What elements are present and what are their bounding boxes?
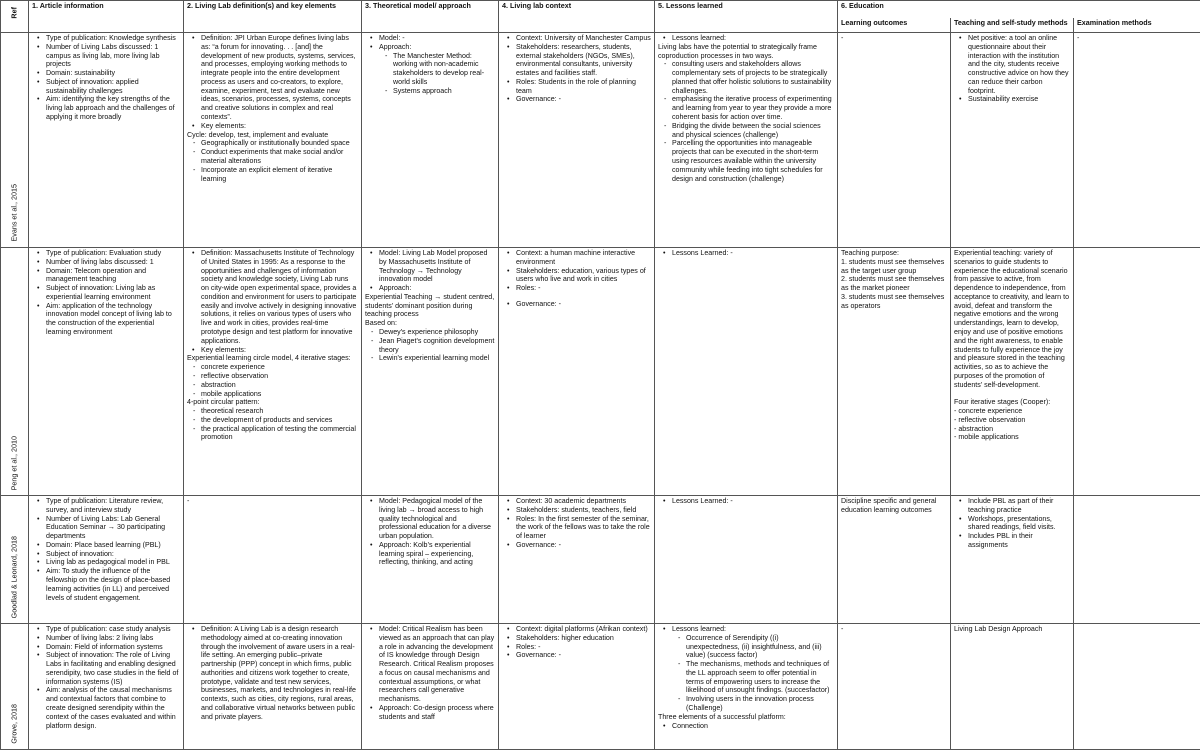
lessons-cell: [655, 496, 838, 624]
article-info-cell: [29, 33, 184, 248]
ref-label: Evans et al., 2015: [10, 184, 19, 242]
examination-cell: -: [1074, 33, 1200, 248]
ref-label: Goodlad & Leonard, 2018: [10, 536, 19, 618]
examination-cell: [1074, 624, 1200, 750]
list-item: • Aim: To study the influence of the fellowship on the design of place-based learning activities (in LL) and perceived levels of student engagement.: [46, 567, 180, 602]
list-item: • Key elements:: [201, 346, 358, 355]
list-item: • Type of publication: Literature review, survey, and interview study: [46, 497, 180, 515]
ref-cell: [1, 248, 29, 496]
teaching-methods-cell: [951, 496, 1074, 624]
lessons-cell: [655, 248, 838, 496]
list-item: • Stakeholders: researchers, students, external stakeholders (NGOs, SMEs), environmental consultants, university estates and facilities staff.: [516, 43, 651, 78]
context-cell: [499, 33, 655, 248]
list-item: • Governance: -: [516, 95, 651, 104]
definition-cell: [184, 624, 362, 750]
list-item: - emphasising the iterative process of experimenting and learning from year to year they provide a more coherent basis for action over time.: [672, 95, 834, 121]
list-item: - concrete experience: [201, 363, 358, 372]
ref-cell: [1, 624, 29, 750]
list-item: • Governance: -: [516, 300, 651, 309]
model-cell: [362, 624, 499, 750]
list-item: • Type of publication: case study analysis: [46, 625, 180, 634]
list-item: - Bridging the divide between the social sciences and physical sciences (challenge): [672, 122, 834, 140]
list-item: • Context: a human machine interactive environment: [516, 249, 651, 267]
list-item: - consulting users and stakeholders allows complementary sets of projects to be strategically planned that offer holistic solutions to sustainability challenges.: [672, 60, 834, 95]
ref-cell: [1, 33, 29, 248]
list-item: - abstraction: [201, 381, 358, 390]
list-item: • Model: -: [379, 34, 495, 43]
list-item: • Approach:: [379, 284, 495, 293]
list-item: • Lessons Learned: -: [672, 249, 834, 258]
list-item: - Jean Piaget's cognition development theory: [379, 337, 495, 355]
list-item: • Stakeholders: students, teachers, field: [516, 506, 651, 515]
list-item: • Lessons Learned: -: [672, 497, 834, 506]
examination-cell: [1074, 496, 1200, 624]
header-theoretical-model: 3. Theoretical model/ approach: [362, 1, 499, 33]
list-item: • Number of living labs discussed: 1: [46, 258, 180, 267]
list-item: • Stakeholders: higher education: [516, 634, 651, 643]
article-info-cell: [29, 248, 184, 496]
cell-text: Living labs have the potential to strategically frame coproduction processes in two ways.: [658, 43, 834, 61]
list-item: • Domain: Telecom operation and management teaching: [46, 267, 180, 285]
article-info-cell: [29, 496, 184, 624]
list-item: - Geographically or institutionally bounded space: [201, 139, 358, 148]
list-item: • Governance: -: [516, 651, 651, 660]
lessons-cell: [655, 33, 838, 248]
list-item: • Roles: -: [516, 284, 651, 293]
list-item: • Definition: Massachusetts Institute of Technology of United States in 1995: As a response to the opportunities and challenges of information society and knowledge society, Living Lab runs on city-wide open experimental space, provides a condition and environment for users to participate easily and involve actively in designing innovative solutions, it relies on various types of users who live and work in cities, provides real-time prototype design and test platform for innovative applications.: [201, 249, 358, 346]
list-item: - mobile applications: [201, 390, 358, 399]
context-cell: [499, 624, 655, 750]
examination-cell: [1074, 248, 1200, 496]
header-ref: [1, 1, 29, 33]
learning-outcomes-cell: Discipline specific and general education learning outcomes: [838, 496, 951, 624]
list-item: • Context: digital platforms (Afrikan context): [516, 625, 651, 634]
list-item: • Subject of innovation: The role of Living Labs in facilitating and enabling designed serendipity, two case studies in the field of information systems (IS): [46, 651, 180, 686]
list-item: - Occurrence of Serendipity ((i) unexpectedness, (ii) insightfulness, and (iii) value) (success factor): [686, 634, 834, 660]
cell-text: Cycle: develop, test, implement and evaluate: [187, 131, 358, 140]
list-item: • Aim: application of the technology innovation model concept of living lab to the construction of the experiential learning environment: [46, 302, 180, 337]
model-cell: [362, 248, 499, 496]
list-item: • Net positive: a tool an online questionnaire about their interaction with the institution and the city, students receive constructive advice on how they can reduce their carbon footprint.: [968, 34, 1070, 95]
header-living-lab-definition: 2. Living Lab definition(s) and key elements: [184, 1, 362, 33]
context-cell: [499, 248, 655, 496]
list-item: • Includes PBL in their assignments: [968, 532, 1070, 550]
list-item: - Parcelling the opportunities into manageable projects that can be executed in the short-term using resources available within the university community while feeding into tight schedules for design and construction (challenge): [672, 139, 834, 183]
ref-label: Peng et al., 2010: [10, 436, 19, 490]
list-item: • Aim: identifying the key strengths of the living lab approach and the challenges of applying it more broadly: [46, 95, 180, 121]
list-item: • Number of Living Labs discussed: 1 campus as living lab, more living lab projects: [46, 43, 180, 69]
list-item: - Conduct experiments that make social and/or material alterations: [201, 148, 358, 166]
list-item: - Lewin's experiential learning model: [379, 354, 495, 363]
list-item: • Connection: [672, 722, 834, 731]
list-item: • Model: Critical Realism has been viewed as an approach that can play a role in advancing the development of IS knowledge through Design Research. Critical Realism proposes a focus on causal mechanisms and contextual assumptions, or what researchers call generative mechanisms.: [379, 625, 495, 704]
learning-outcomes-cell: -: [838, 33, 951, 248]
list-item: [379, 43, 495, 96]
list-item: • Subject of innovation: Living lab as experiential learning environment: [46, 284, 180, 302]
definition-cell: [184, 248, 362, 496]
list-item: • Living lab as pedagogical model in PBL: [46, 558, 180, 567]
list-item: - theoretical research: [201, 407, 358, 416]
list-item: - the development of products and services: [201, 416, 358, 425]
list-item: • Type of publication: Knowledge synthesis: [46, 34, 180, 43]
list-item: [672, 625, 834, 713]
table-row: [1, 496, 1200, 624]
header-teaching-methods: Teaching and self-study methods: [951, 18, 1074, 33]
list-item: • Context: 30 academic departments: [516, 497, 651, 506]
list-item: - The Manchester Method: working with non-academic stakeholders to develop real-world skills: [393, 52, 495, 87]
cell-text: Experiential learning circle model, 4 iterative stages:: [187, 354, 358, 363]
context-cell: [499, 496, 655, 624]
learning-outcomes-cell: Teaching purpose: 1. students must see themselves as the target user group 2. students must see themselves as the market pioneer 3. students must see themselves as operators: [838, 248, 951, 496]
cell-text: Based on:: [365, 319, 495, 328]
header-education: 6. Education: [838, 1, 1200, 18]
list-item: - Systems approach: [393, 87, 495, 96]
list-item: • Definition: JPI Urban Europe defines living labs as: “a forum for innovating. . . [and] the development of new products, systems, services, and processes, employing working methods to integrate people into the entire development process as users and co-creators, to explore, examine, experiment, test and evaluate new ideas, scenarios, processes, systems, concepts and creative solutions in complex and real contexts”.: [201, 34, 358, 122]
list-item: • Roles: In the first semester of the seminar, the work of the fellows was to take the role of learner: [516, 515, 651, 541]
list-item: • Model: Living Lab Model proposed by Massachusetts Institute of Technology → Technology innovation model: [379, 249, 495, 284]
list-item: • Model: Pedagogical model of the living lab → broad access to high quality technological and professional education for a diverse urban population.: [379, 497, 495, 541]
cell-text: Lessons learned:: [672, 625, 726, 633]
list-item: - Dewey's experience philosophy: [379, 328, 495, 337]
lessons-cell: [655, 624, 838, 750]
list-item: • Roles: Students in the role of planning team: [516, 78, 651, 96]
list-item: • Include PBL as part of their teaching practice: [968, 497, 1070, 515]
list-item: • Approach: Co-design process where students and staff: [379, 704, 495, 722]
article-info-cell: [29, 624, 184, 750]
cell-text: Approach:: [379, 43, 411, 51]
header-learning-outcomes: Learning outcomes: [838, 18, 951, 33]
list-item: • Domain: Field of information systems: [46, 643, 180, 652]
table-row: [1, 624, 1200, 750]
definition-cell: -: [184, 496, 362, 624]
list-item: • Workshops, presentations, shared readings, field visits.: [968, 515, 1070, 533]
list-item: • Subject of innovation:: [46, 550, 180, 559]
teaching-methods-cell: [951, 33, 1074, 248]
list-item: • Subject of innovation: applied sustainability challenges: [46, 78, 180, 96]
list-item: • Roles: -: [516, 643, 651, 652]
model-cell: [362, 496, 499, 624]
list-item: - the practical application of testing the commercial promotion: [201, 425, 358, 443]
list-item: - The mechanisms, methods and techniques of the LL approach seem to offer potential in terms of empowering users to increase the likelihood of unsought findings. (succesfactor): [686, 660, 834, 695]
table-row: [1, 248, 1200, 496]
cell-text: Experiential Teaching → student centred, students’ dominant position during teaching process: [365, 293, 495, 319]
list-item: • Lessons learned:: [672, 34, 834, 43]
header-ref-label: Ref: [10, 7, 19, 19]
definition-cell: [184, 33, 362, 248]
list-item: • Number of Living Labs: Lab General Education Seminar → 30 participating departments: [46, 515, 180, 541]
list-item: • Aim: analysis of the causal mechanisms and contextual factors that combine to create designed serendipity within the context of the cases evaluated and within platform design.: [46, 686, 180, 730]
header-lessons-learned: 5. Lessons learned: [655, 1, 838, 33]
ref-cell: [1, 496, 29, 624]
list-item: - Involving users in the innovation process (Challenge): [686, 695, 834, 713]
list-item: • Domain: Place based learning (PBL): [46, 541, 180, 550]
header-article-information: 1. Article information: [29, 1, 184, 33]
cell-text: 4-point circular pattern:: [187, 398, 358, 407]
teaching-methods-cell: Living Lab Design Approach: [951, 624, 1074, 750]
learning-outcomes-cell: -: [838, 624, 951, 750]
list-item: • Context: University of Manchester Campus: [516, 34, 651, 43]
list-item: • Sustainability exercise: [968, 95, 1070, 104]
list-item: • Type of publication: Evaluation study: [46, 249, 180, 258]
list-item: • Key elements:: [201, 122, 358, 131]
header-living-lab-context: 4. Living lab context: [499, 1, 655, 33]
model-cell: [362, 33, 499, 248]
list-item: • Approach: Kolb’s experiential learning spiral – experiencing, reflecting, thinking, and acting: [379, 541, 495, 567]
list-item: - Incorporate an explicit element of iterative learning: [201, 166, 358, 184]
teaching-methods-cell: Experiential teaching: variety of scenarios to guide students to experience the educational scenario from passive to active, from dependence to independence, from acceptance to creativity, and learn to avoid, defeat and transform the negative emotions and the wrong understandings, learn to develop, enjoy and use of positive emotions and the right awareness, to enable students to fully experience the joy and pleasure stored in the teaching activities, so as to achieve the purposes of the promotion of students’ self-development. Four iterative stages (Cooper): - concrete experience - reflective observation - abstraction - mobile applications: [951, 248, 1074, 496]
list-item: • Governance: -: [516, 541, 651, 550]
header-examination-methods: Examination methods: [1074, 18, 1200, 33]
list-item: - reflective observation: [201, 372, 358, 381]
header-row: [1, 1, 1200, 18]
table-row: [1, 33, 1200, 248]
cell-text: Three elements of a successful platform:: [658, 713, 834, 722]
list-item: • Number of living labs: 2 living labs: [46, 634, 180, 643]
list-item: • Domain: sustainability: [46, 69, 180, 78]
list-item: • Definition: A Living Lab is a design research methodology aimed at co-creating innovation through the involvement of aware users in a real-life setting. An emerging public–private partnership (PPP) concept in which firms, public authorities and citizens work together to create, prototype, validate and test new services, businesses, markets, and technologies in real-life contexts, such as cities, city regions, rural areas, and collaborative virtual networks between public and private players.: [201, 625, 358, 722]
list-item: • Stakeholders: education, various types of users who live and work in cities: [516, 267, 651, 285]
ref-label: Grove, 2018: [10, 704, 19, 744]
